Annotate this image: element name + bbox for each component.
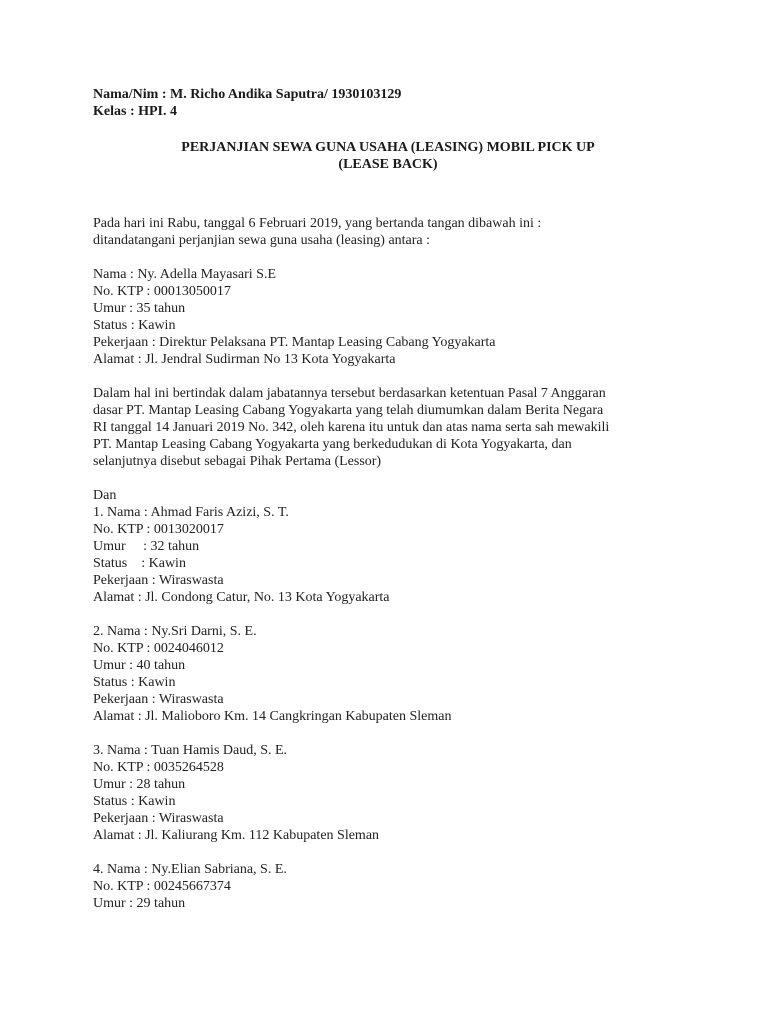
conjunction-dan: Dan bbox=[93, 488, 117, 503]
lessee-occupation: Pekerjaan : Wiraswasta bbox=[93, 573, 224, 588]
lessee-age: Umur : 29 tahun bbox=[93, 896, 186, 911]
lessee-status: Status : Kawin bbox=[93, 794, 176, 809]
document-page bbox=[93, 86, 683, 912]
authority-paragraph bbox=[93, 385, 683, 470]
authority-line-2: dasar PT. Mantap Leasing Cabang Yogyakarta yang telah diumumkan dalam Berita Negara bbox=[93, 403, 604, 418]
lessee-age: Umur : 28 tahun bbox=[93, 777, 186, 792]
authority-line-4: PT. Mantap Leasing Cabang Yogyakarta yang berkedudukan di Kota Yogyakarta, dan bbox=[93, 437, 572, 452]
party-one-status: Status : Kawin bbox=[93, 318, 176, 333]
lessee-name: 2. Nama : Ny.Sri Darni, S. E. bbox=[93, 624, 257, 639]
lessee-ktp: No. KTP : 00245667374 bbox=[93, 879, 231, 894]
lessee-block-3 bbox=[93, 742, 683, 844]
lessee-name: 1. Nama : Ahmad Faris Azizi, S. T. bbox=[93, 505, 289, 520]
lessee-address: Alamat : Jl. Kaliurang Km. 112 Kabupaten Sleman bbox=[93, 828, 380, 843]
party-one-address: Alamat : Jl. Jendral Sudirman No 13 Kota Yogyakarta bbox=[93, 352, 396, 367]
student-class: Kelas : HPI. 4 bbox=[93, 104, 177, 119]
lessee-address: Alamat : Jl. Condong Catur, No. 13 Kota Yogyakarta bbox=[93, 590, 390, 605]
lessee-ktp: No. KTP : 0024046012 bbox=[93, 641, 224, 656]
intro-line-2: ditandatangani perjanjian sewa guna usaha (leasing) antara : bbox=[93, 233, 431, 248]
lessee-occupation: Pekerjaan : Wiraswasta bbox=[93, 692, 224, 707]
lessee-name: 4. Nama : Ny.Elian Sabriana, S. E. bbox=[93, 862, 287, 877]
party-one-age: Umur : 35 tahun bbox=[93, 301, 186, 316]
lessee-age: Umur : 32 tahun bbox=[93, 539, 200, 554]
party-one-ktp: No. KTP : 00013050017 bbox=[93, 284, 231, 299]
title-line-2: (LEASE BACK) bbox=[338, 157, 438, 172]
authority-line-3: RI tanggal 14 Januari 2019 No. 342, oleh karena itu untuk dan atas nama serta sah mewakili bbox=[93, 420, 610, 435]
lessee-status: Status : Kawin bbox=[93, 556, 186, 571]
lessee-name: 3. Nama : Tuan Hamis Daud, S. E. bbox=[93, 743, 288, 758]
authority-line-1: Dalam hal ini bertindak dalam jabatannya tersebut berdasarkan ketentuan Pasal 7 Anggaran bbox=[93, 386, 606, 401]
lessee-ktp: No. KTP : 0035264528 bbox=[93, 760, 224, 775]
authority-line-5: selanjutnya disebut sebagai Pihak Pertama (Lessor) bbox=[93, 454, 382, 469]
lessee-address: Alamat : Jl. Malioboro Km. 14 Cangkringan Kabupaten Sleman bbox=[93, 709, 452, 724]
document-title bbox=[93, 139, 683, 173]
intro-paragraph bbox=[93, 215, 683, 249]
lessee-age: Umur : 40 tahun bbox=[93, 658, 186, 673]
party-one-occupation: Pekerjaan : Direktur Pelaksana PT. Mantap Leasing Cabang Yogyakarta bbox=[93, 335, 496, 350]
party-one-block bbox=[93, 266, 683, 368]
intro-line-1: Pada hari ini Rabu, tanggal 6 Februari 2019, yang bertanda tangan dibawah ini : bbox=[93, 216, 542, 231]
title-line-1: PERJANJIAN SEWA GUNA USAHA (LEASING) MOBIL PICK UP bbox=[181, 140, 595, 155]
lessee-ktp: No. KTP : 0013020017 bbox=[93, 522, 224, 537]
student-name-nim: Nama/Nim : M. Richo Andika Saputra/ 1930103129 bbox=[93, 87, 402, 102]
lessee-block-2 bbox=[93, 623, 683, 725]
lessee-block-4 bbox=[93, 861, 683, 912]
lessee-status: Status : Kawin bbox=[93, 675, 176, 690]
lessee-block-1 bbox=[93, 504, 683, 606]
party-one-name: Nama : Ny. Adella Mayasari S.E bbox=[93, 267, 276, 282]
lessee-occupation: Pekerjaan : Wiraswasta bbox=[93, 811, 224, 826]
